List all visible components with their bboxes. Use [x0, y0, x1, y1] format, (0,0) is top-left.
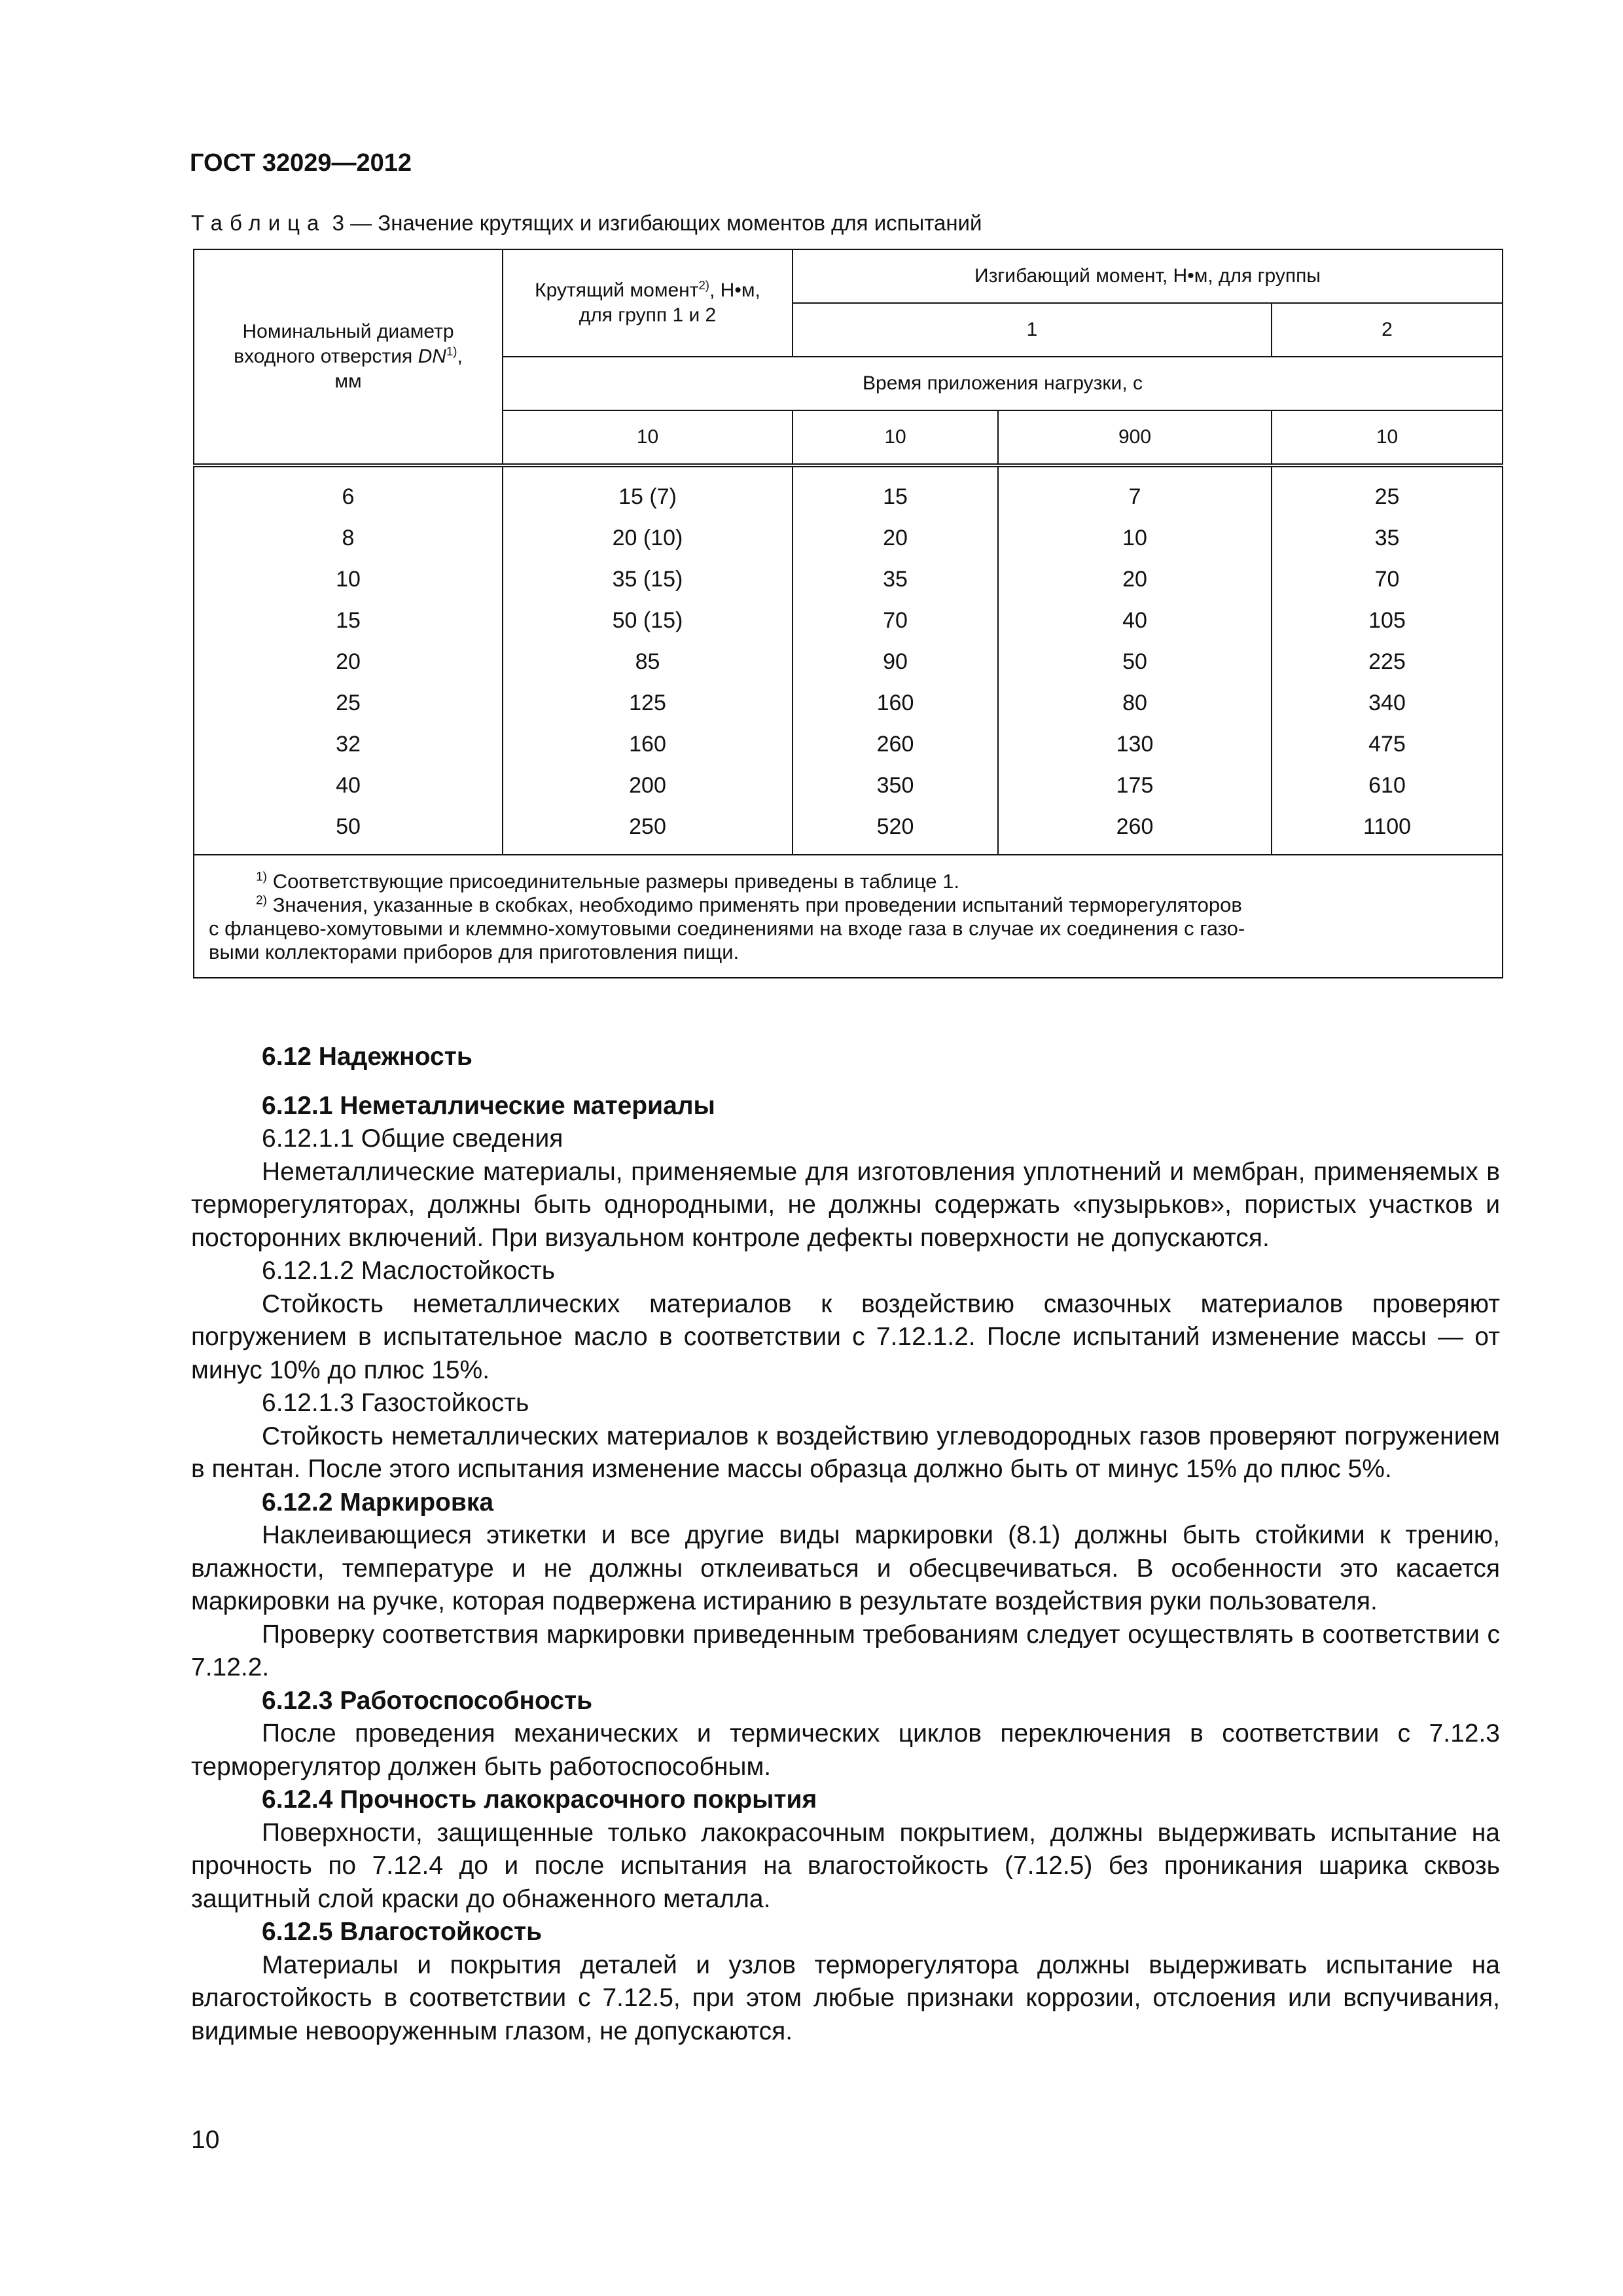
clause-title: 6.12.1.2 Маслостойкость: [262, 1257, 556, 1285]
paragraph: Наклеивающиеся этикетки и все другие виды маркировки (8.1) должны быть стойкими к трению, влажности, температуре и не должны отклеиваться и обесцвечиваться. В особенности это касается маркировки на ручке, которая подвержена истиранию в результате воздействия руки пользователя.: [191, 1521, 1500, 1615]
paragraph: После проведения механических и термических циклов переключения в соответствии с 7.12.3 терморегулятор должен быть работоспособным.: [191, 1719, 1500, 1781]
subsection-heading: 6.12.3 Работоспособность: [262, 1686, 593, 1715]
paragraph: Неметаллические материалы, применяемые для изготовления уплотнений и мембран, применяемых в терморегуляторах, должны быть однородными, не должны содержать «пузырьков», пористых участков и посторонних включений. При визуальном контроле дефекты поверхности не допускаются.: [191, 1157, 1500, 1252]
subsection-heading: 6.12.4 Прочность лакокрасочного покрытия: [262, 1785, 817, 1814]
table-cell: 90: [793, 641, 998, 683]
table-cell: 610: [1272, 765, 1503, 806]
table-cell: 130: [998, 724, 1272, 765]
table-cell: 20 (10): [503, 518, 793, 559]
table-cell: 20: [998, 559, 1272, 600]
clause-title: 6.12.1.1 Общие сведения: [262, 1124, 563, 1153]
table-row: [194, 641, 1503, 683]
table-cell: 35: [793, 559, 998, 600]
moments-table: [193, 249, 1503, 978]
table-cell: 40: [998, 600, 1272, 641]
paragraph: Проверку соответствия маркировки приведенным требованиям следует осуществлять в соответствии с 7.12.2.: [191, 1620, 1500, 1681]
header-torque: Крутящий момент$^{2)}$, Н•м, для групп 1 и 2: [503, 249, 793, 357]
table-cell: 10: [998, 518, 1272, 559]
table-row: [194, 465, 1503, 518]
paragraph: Материалы и покрытия деталей и узлов терморегулятора должны выдерживать испытание на влагостойкость в соответствии с 7.12.5, при этом любые признаки коррозии, отслоения или вспучивания, видимые невооруженным глазом, не допускаются.: [191, 1950, 1500, 2045]
table-cell: 520: [793, 806, 998, 855]
table-cell: 8: [194, 518, 503, 559]
footnote-2: $^{2)}$ Значения, указанные в скобках, необходимо применять при проведении испытаний терморегуляторов: [256, 893, 1242, 916]
table-row: [194, 683, 1503, 724]
table-cell: 50 (15): [503, 600, 793, 641]
table-row: [194, 600, 1503, 641]
table-caption-label: Таблица: [191, 211, 327, 235]
footnote-2-continued: с фланцево-хомутовыми и клеммно-хомутовыми соединениями на входе газа в случае их соединения с газо-: [209, 917, 1245, 940]
table-cell: 85: [503, 641, 793, 683]
document-header: ГОСТ 32029—2012: [190, 149, 412, 177]
header-time: 900: [998, 410, 1272, 465]
table-cell: 15: [194, 600, 503, 641]
paragraph: Поверхности, защищенные только лакокрасочным покрытием, должны выдерживать испытание на прочность по 7.12.4 до и после испытания на влагостойкость (7.12.5) без проникания шарика сквозь защитный слой краски до обнаженного металла.: [191, 1818, 1500, 1913]
header-time: 10: [1272, 410, 1503, 465]
table-cell: 35 (15): [503, 559, 793, 600]
table-row: [194, 724, 1503, 765]
table-cell: 15 (7): [503, 465, 793, 518]
footnote-1: $^{1)}$ Соответствующие присоединительные размеры приведены в таблице 1.: [256, 870, 960, 893]
paragraph: Стойкость неметаллических материалов к воздействию смазочных материалов проверяют погружением в испытательное масло в соответствии с 7.12.1.2. После испытаний изменение массы — от минус 10% до плюс 15%.: [191, 1289, 1500, 1384]
header-group-2: 2: [1272, 303, 1503, 357]
table-cell: 7: [998, 465, 1272, 518]
table-row: [194, 518, 1503, 559]
table-cell: 250: [503, 806, 793, 855]
table-cell: 200: [503, 765, 793, 806]
table-cell: 50: [998, 641, 1272, 683]
table-row: [194, 559, 1503, 600]
header-time: 10: [793, 410, 998, 465]
header-group-1: 1: [793, 303, 1272, 357]
table-cell: 260: [793, 724, 998, 765]
table-cell: 32: [194, 724, 503, 765]
table-cell: 20: [194, 641, 503, 683]
table-row: [194, 765, 1503, 806]
footnote-2-continued: выми коллекторами приборов для приготовления пищи.: [209, 941, 740, 963]
header-time: 10: [503, 410, 793, 465]
table-cell: 340: [1272, 683, 1503, 724]
table-cell: 160: [503, 724, 793, 765]
table-cell: 225: [1272, 641, 1503, 683]
document-body: [191, 1041, 1500, 2048]
table-cell: 260: [998, 806, 1272, 855]
table-cell: 10: [194, 559, 503, 600]
table-cell: 20: [793, 518, 998, 559]
table-cell: 40: [194, 765, 503, 806]
paragraph: Стойкость неметаллических материалов к воздействию углеводородных газов проверяют погружением в пентан. После этого испытания изменение массы образца должно быть от минус 15% до плюс 5%.: [191, 1422, 1500, 1483]
table-cell: 475: [1272, 724, 1503, 765]
subsection-heading: 6.12.5 Влагостойкость: [262, 1918, 543, 1946]
section-heading: 6.12 Надежность: [262, 1043, 473, 1071]
table-cell: 160: [793, 683, 998, 724]
header-bending: Изгибающий момент, Н•м, для группы: [793, 249, 1503, 303]
table-caption: [191, 211, 982, 236]
table-cell: 175: [998, 765, 1272, 806]
table-cell: 125: [503, 683, 793, 724]
table-cell: 70: [1272, 559, 1503, 600]
header-diameter: Номинальный диаметр входного отверстия DN$^{1)}$, мм: [194, 249, 503, 465]
table-cell: 350: [793, 765, 998, 806]
table-cell: 35: [1272, 518, 1503, 559]
subsection-heading: 6.12.1 Неметаллические материалы: [262, 1091, 715, 1120]
table-cell: 80: [998, 683, 1272, 724]
table-cell: 105: [1272, 600, 1503, 641]
table-caption-text: — Значение крутящих и изгибающих моментов для испытаний: [350, 211, 982, 235]
table-cell: 70: [793, 600, 998, 641]
table-footnotes: [194, 855, 1503, 978]
table-caption-number: 3: [332, 211, 344, 235]
table-cell: 15: [793, 465, 998, 518]
table-cell: 6: [194, 465, 503, 518]
subsection-heading: 6.12.2 Маркировка: [262, 1488, 494, 1516]
table-cell: 25: [194, 683, 503, 724]
page-number: 10: [191, 2126, 220, 2154]
table-row: [194, 806, 1503, 855]
header-load-time: Время приложения нагрузки, с: [503, 357, 1503, 410]
clause-title: 6.12.1.3 Газостойкость: [262, 1389, 529, 1417]
table-cell: 1100: [1272, 806, 1503, 855]
table-cell: 50: [194, 806, 503, 855]
table-cell: 25: [1272, 465, 1503, 518]
